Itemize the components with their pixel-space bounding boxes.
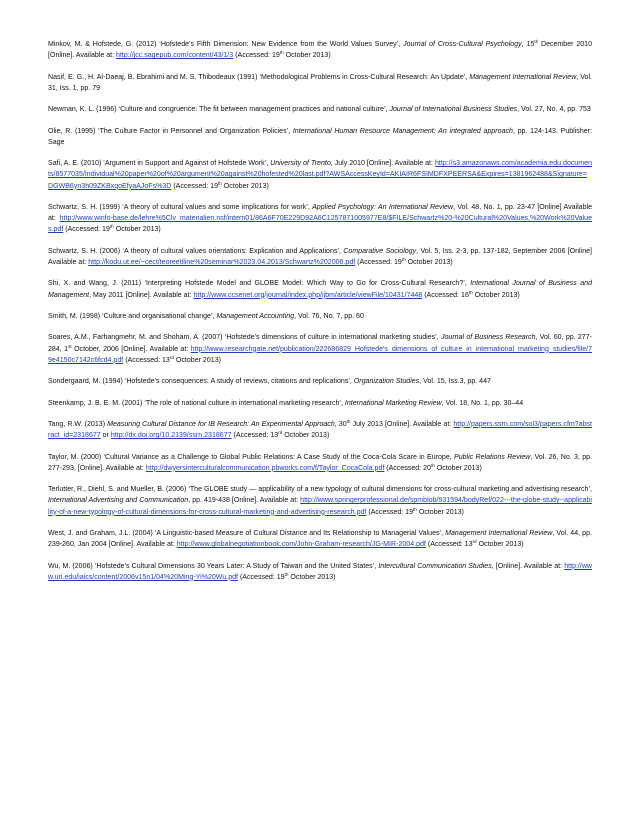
- reference-text: Minkov, M. & Hofstede, G. (2012) ‘Hofstede’s Fifth Dimension: New Evidence from the World Values Survey’,: [48, 41, 404, 48]
- reference-url-link[interactable]: http://www.globalnegotiationbook.com/John-Graham-research/JG-MIR-2004.pdf: [176, 541, 426, 549]
- reference-entry-soares: [48, 332, 592, 366]
- publication-title: International Marketing Review: [344, 399, 442, 407]
- reference-text: Safi, A. E. (2010) ‘Argument in Support and Against of Hofstede Work’,: [48, 160, 271, 168]
- reference-text: Schwartz, S. H. (2006) ‘A theory of cultural values orientations: Explication and Applications’,: [48, 247, 344, 255]
- reference-url-link[interactable]: http://papers.ssrn.com/sol3/papers.cfm?abstract_id=2318677: [48, 420, 593, 440]
- reference-text: (Accessed: 19: [63, 226, 110, 234]
- reference-text: July 2013 [Online]. Available at:: [350, 420, 454, 428]
- publication-title: Journal of International Business Studies: [389, 106, 518, 114]
- reference-entry-taylor: [48, 452, 592, 474]
- publication-title: Organization Studies: [353, 378, 420, 386]
- publication-title: University of Trento: [270, 160, 331, 168]
- publication-title: Management International Review: [469, 73, 577, 81]
- reference-text: , Vol. 27, No. 4, pp. 753: [517, 106, 591, 114]
- ordinal-suffix: rd: [472, 539, 477, 545]
- reference-text: October 2013): [288, 573, 336, 581]
- reference-url-link[interactable]: http://www.uri.edu/iaics/content/2006v15n1/04%20Ming-Yi%20Wu.pdf: [48, 562, 592, 581]
- publication-title: Management Accounting: [216, 312, 295, 320]
- publication-title: Management International Review: [445, 529, 553, 537]
- reference-url-link[interactable]: http://dwyersinterculturalcommunication.pbworks.com/f/Taylor_CocaCola.pdf: [145, 464, 385, 472]
- reference-text: October 2013): [434, 464, 482, 472]
- ordinal-suffix: th: [284, 571, 289, 577]
- ordinal-suffix: th: [218, 180, 222, 186]
- reference-text: , Vol. 26, No. 3, pp. 277-293, [Online]. Available at:: [48, 453, 593, 472]
- ordinal-suffix: th: [109, 224, 114, 230]
- reference-entry-smith: [48, 311, 592, 322]
- reference-text: (Accessed: 19: [171, 182, 218, 190]
- reference-text: Newman, K. L. (1996) ‘Culture and congruence: The fit between management practices and national culture’,: [48, 106, 390, 114]
- reference-entry-wu: [48, 561, 592, 583]
- reference-text: October 2013): [282, 432, 330, 440]
- publication-title: Comparative Sociology: [343, 247, 417, 255]
- reference-text: , Vol. 31, Iss. 1, pp. 79: [48, 73, 592, 92]
- publication-title: International Human Resource Management: An integrated approach: [292, 127, 513, 135]
- reference-text: (Accessed: 19: [238, 573, 285, 581]
- reference-url-link[interactable]: http://s3.amazonaws.com/academia.edu.documents/8577035/Individual%20paper%20of%20argument%20against%20hofested%20last.pdf?AWSAccessKeyId=AKIAIR6FSIMDFXPEERSA&Expires=1381962488&Signature=DGWB6yn3h09ZKBxqoEfyaAJoFs%3D: [48, 160, 593, 190]
- publication-title: Measuring Cultural Distance for IB Research: An Experimental Approach: [107, 420, 335, 428]
- publication-title: International Advertising and Communication: [48, 497, 189, 505]
- reference-text: Sondergaard, M. (1994) ‘Hofstede’s consequences: A study of reviews, citations and replications’,: [48, 378, 354, 386]
- reference-entry-terlutter: [48, 484, 592, 518]
- reference-text: , Vol. 15, Iss.3, pp. 447: [419, 378, 491, 386]
- reference-text: (Accessed: 13: [231, 432, 279, 440]
- publication-title: International Journal of Business and Management: [48, 280, 592, 299]
- reference-url-link[interactable]: http://jcc.sagepub.com/content/43/1/3: [116, 52, 234, 60]
- publication-title: Public Relations Review: [454, 453, 531, 461]
- ordinal-suffix: th: [401, 256, 406, 262]
- ordinal-suffix: rd: [278, 430, 283, 436]
- reference-url-link[interactable]: http://dx.doi.org/10.2139/ssrn.2318677: [110, 432, 232, 440]
- reference-text: (Accessed: 19: [233, 52, 280, 60]
- reference-text: October 2013): [173, 356, 221, 364]
- reference-text: Steenkamp, J. B. E. M. (2001) ‘The role of national culture in international marketing research’,: [48, 399, 345, 407]
- reference-text: Terlutter, R., Diehl, S. and Mueller, B. (2006) ‘The GLOBE study — applicability of a new typology of cultural dimensions for cross-cultural marketing and advertising research’,: [48, 486, 592, 494]
- reference-text: Wu, M. (2006) ‘Hofstede’s Cultural Dimensions 30 Years Later: A Study of Taiwan and the United States’,: [48, 562, 379, 570]
- reference-text: (Accessed: 20: [384, 464, 431, 472]
- reference-entry-shi: [48, 278, 592, 300]
- reference-entry-schwartz1999: [48, 202, 592, 236]
- publication-title: Intercultural Communication Studies: [378, 562, 492, 570]
- reference-entry-olie: [48, 126, 592, 148]
- reference-text: Schwartz, S. H. (1999) ‘A theory of cultural values and some implications for work’,: [48, 203, 313, 211]
- reference-text: October 2013): [283, 52, 331, 60]
- reference-url-link[interactable]: http://www.researchgate.net/publication/222686829_Hofstede's_dimensions_of_culture_in_international_marketing_studies/file/79e4150c7142c6fcd4.pdf: [48, 345, 592, 364]
- ordinal-suffix: th: [279, 50, 284, 56]
- reference-text: October 2013): [221, 182, 269, 190]
- reference-text: (Accessed: 19: [366, 508, 414, 516]
- ordinal-suffix: th: [430, 462, 435, 468]
- reference-text: Soares, A.M., Farhangmehr, M. and Shoham, A. (2007) ‘Hofstede’s dimensions of culture in international marketing studies’,: [48, 334, 441, 342]
- reference-text: , pp. 419-438 [Online]. Available at:: [188, 497, 301, 505]
- reference-url-link[interactable]: http://www.ccsenet.org/journal/index.php/ijbm/article/viewFile/10431/7448: [193, 291, 423, 299]
- reference-url-link[interactable]: http://www.winfo-base.de/lehre%5Clv_materialien.nsf/intern01/86A6F70E229D92A6C1257871005977E8/$FILE/Schwartz%20-%20Cultural%20Values,%20Work%20Values.pdf: [48, 215, 592, 234]
- reference-text: , Vol. 18, No. 1, pp. 30–44: [441, 399, 524, 407]
- reference-text: , May 2011 [Online]. Available at:: [89, 291, 194, 299]
- ordinal-suffix: rd: [169, 354, 174, 360]
- reference-text: October, 2006 [Online]. Available at:: [71, 345, 191, 353]
- ordinal-suffix: th: [534, 39, 539, 44]
- reference-text: (Accessed: 19: [355, 258, 402, 266]
- ordinal-suffix: th: [413, 506, 417, 512]
- reference-entry-minkov: [48, 39, 592, 61]
- reference-text: Shi, X. and Wang, J. (2011) ‘Interpreting Hofstede Model and GLOBE Model: Which Way to Go for Cross-Cultural Research?’,: [48, 280, 471, 288]
- reference-entry-sondergaard: [48, 376, 592, 387]
- reference-url-link[interactable]: http://kodu.ut.ee/~cect/teoreetiline%20seminar%2023.04.2013/Schwartz%202006.pdf: [88, 258, 356, 266]
- publication-title: Journal of Business Research: [440, 334, 536, 342]
- reference-text: West, J. and Graham, J.L. (2004) ‘A Linguistic-based Measure of Cultural Distance and Its Relationship to Managerial Values’,: [48, 529, 446, 537]
- reference-text: , Vol. 60, pp. 277-284, 1: [48, 334, 592, 353]
- reference-text: Smith, M. (1998) ‘Culture and organisational change’,: [48, 312, 217, 320]
- reference-entry-tang: [48, 419, 592, 441]
- reference-text: October 2013): [472, 291, 520, 299]
- reference-text: October 2013): [405, 258, 453, 266]
- reference-text: Taylor, M. (2000) ‘Cultural Variance as a Challenge to Global Public Relations: A Case Study of the Coca-Cola Scare in Europe,: [48, 453, 455, 461]
- reference-list: [48, 39, 592, 593]
- reference-text: October 2013): [416, 508, 464, 516]
- reference-text: , Vol. 44, pp. 239-260, Jan 2004 [Online]. Available at:: [48, 529, 592, 549]
- reference-text: or: [100, 432, 111, 440]
- reference-url-link[interactable]: http://www.springerprofessional.de/spmblob/931594/bodyRef/022---the-globe-study--applicability-of-a-new-typology-of-cultural-dimensions-for-cross-cultural-marketing-and-advertising-research.pdf: [48, 497, 592, 516]
- reference-text: , July 2010 [Online]. Available at:: [330, 160, 435, 168]
- reference-text: (Accessed: 13: [425, 541, 473, 549]
- reference-text: , pp. 124-143. Publisher: Sage: [48, 127, 592, 146]
- publication-title: Journal of Cross-Cultural Psychology: [403, 41, 522, 48]
- reference-text: Tang, R.W. (2013): [48, 420, 108, 428]
- publication-title: Applied Psychology: An International Review: [312, 203, 454, 211]
- reference-text: October 2013): [476, 541, 524, 549]
- reference-entry-schwartz2006: [48, 246, 592, 268]
- reference-text: December 2010 [Online]. Available at:: [48, 41, 592, 60]
- reference-text: , Vol. 76, No. 7, pp. 60: [294, 312, 364, 320]
- reference-text: (Accessed: 16: [422, 291, 469, 299]
- ordinal-suffix: th: [346, 418, 351, 424]
- reference-entry-nasif: [48, 72, 592, 94]
- reference-text: , 15: [521, 41, 535, 48]
- reference-text: , [Online]. Available at:: [491, 562, 565, 570]
- reference-text: , Vol. 5, Iss. 2-3, pp. 137-182, September 2006 [Online] Available at:: [48, 247, 592, 266]
- reference-text: , Vol. 48, No. 1, pp. 23-47 [Online] Available at:: [48, 203, 593, 223]
- ordinal-suffix: st: [68, 343, 72, 349]
- reference-text: (Accessed: 13: [123, 356, 170, 364]
- reference-entry-newman: [48, 104, 592, 115]
- reference-entry-steenkamp: [48, 398, 592, 409]
- reference-text: , 30: [334, 420, 347, 428]
- reference-text: October 2013): [113, 226, 161, 234]
- reference-entry-west: [48, 528, 592, 550]
- reference-entry-safi: [48, 158, 592, 192]
- reference-text: Nasif, E. G., H. Al-Daeaj, B. Ebrahimi and M. S. Thibodeaux (1991) ‘Methodological Problems in Cross-Cultural Research: An Update’,: [48, 73, 470, 81]
- reference-text: Olie, R. (1995) ‘The Culture Factor in Personnel and Organization Policies’,: [48, 127, 293, 135]
- ordinal-suffix: th: [468, 289, 473, 295]
